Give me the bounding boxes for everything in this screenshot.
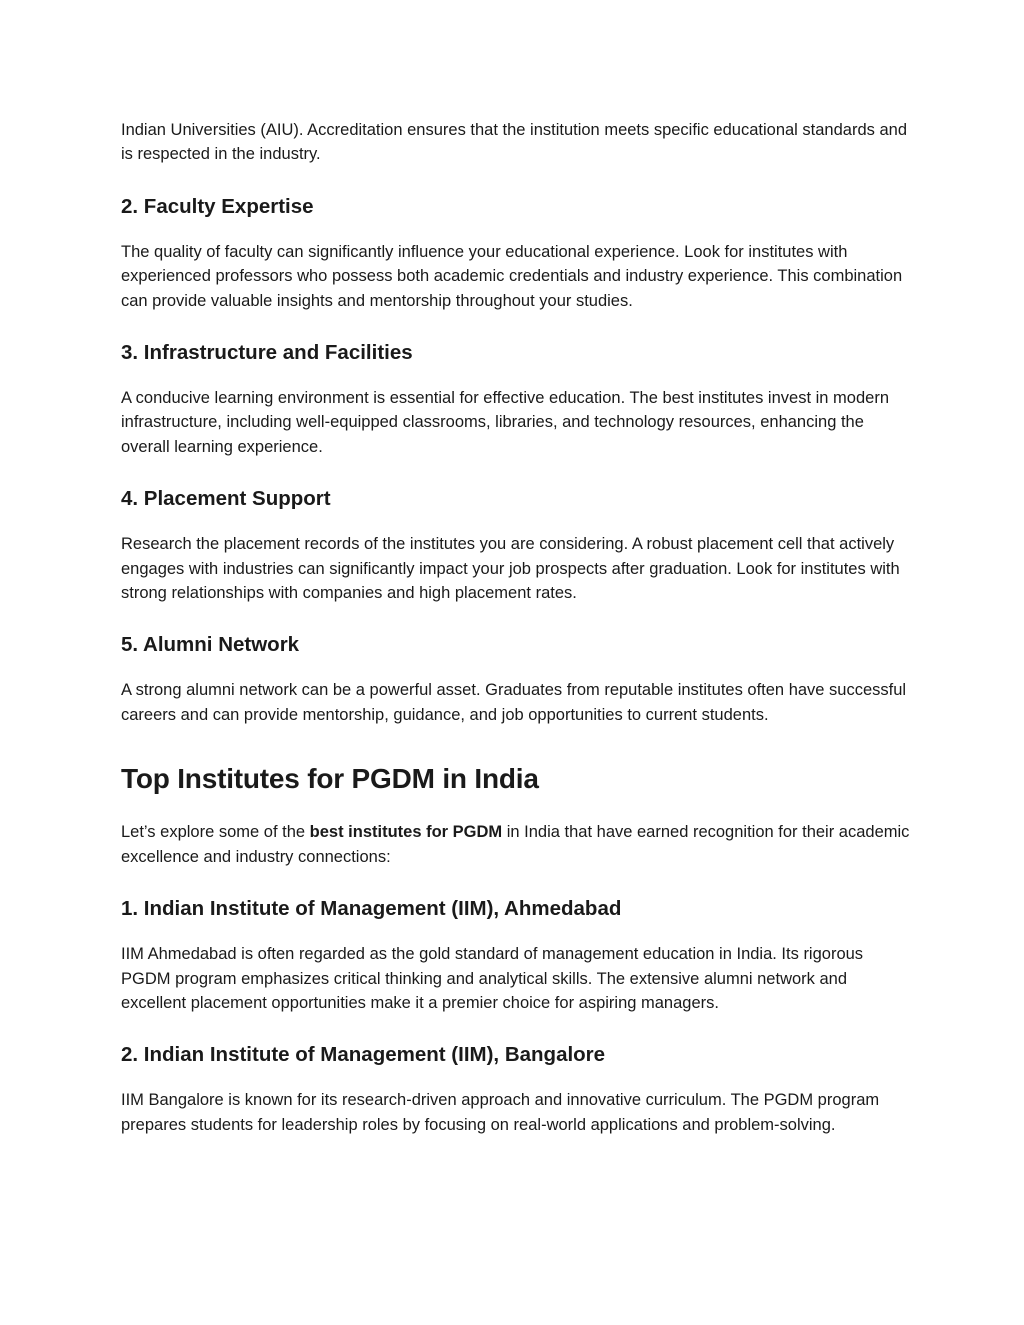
placement-support-paragraph: Research the placement records of the institutes you are considering. A robust placement cell that actively engages with industries can significantly impact your job prospects after graduation. Look for institutes with strong relationships with companies and high placement rates.: [121, 535, 900, 603]
iim-ahmedabad-heading: 1. Indian Institute of Management (IIM), Ahmedabad: [121, 897, 622, 921]
alumni-network-heading: 5. Alumni Network: [121, 633, 300, 657]
lead-text-after: in India that have earned recognition for their academic excellence and industry connections:: [121, 823, 910, 866]
infrastructure-paragraph: A conducive learning environment is essential for effective education. The best institutes invest in modern infrastructure, including well-equipped classrooms, libraries, and technology resources, enhancing the overall learning experience.: [121, 389, 889, 456]
lead-text-before: Let’s explore some of the: [121, 823, 310, 842]
intro-paragraph: Indian Universities (AIU). Accreditation ensures that the institution meets specific educational standards and is respected in the industry.: [121, 121, 907, 164]
document-page: [121, 118, 911, 1137]
alumni-network-paragraph: A strong alumni network can be a powerful asset. Graduates from reputable institutes often have successful careers and can provide mentorship, guidance, and job opportunities to current students.: [121, 681, 907, 724]
faculty-expertise-paragraph: The quality of faculty can significantly influence your educational experience. Look for institutes with experienced professors who possess both academic credentials and industry experience. This combination can provide valuable insights and mentorship throughout your studies.: [121, 242, 903, 310]
iim-ahmedabad-paragraph: IIM Ahmedabad is often regarded as the gold standard of management education in India. Its rigorous PGDM program emphasizes critical thinking and analytical skills. The extensive alumni network and excellent placement opportunities make it a premier choice for aspiring managers.: [121, 945, 864, 1012]
placement-support-heading: 4. Placement Support: [121, 487, 331, 511]
top-institutes-lead: [121, 820, 911, 869]
faculty-expertise-heading: 2. Faculty Expertise: [121, 194, 314, 218]
lead-text-bold: best institutes for PGDM: [309, 823, 503, 842]
top-institutes-title: Top Institutes for PGDM in India: [121, 763, 539, 795]
infrastructure-heading: 3. Infrastructure and Facilities: [121, 341, 413, 365]
iim-bangalore-heading: 2. Indian Institute of Management (IIM), Bangalore: [121, 1043, 606, 1067]
iim-bangalore-paragraph: IIM Bangalore is known for its research-driven approach and innovative curriculum. The PGDM program prepares students for leadership roles by focusing on real-world applications and problem-solving.: [121, 1091, 880, 1134]
